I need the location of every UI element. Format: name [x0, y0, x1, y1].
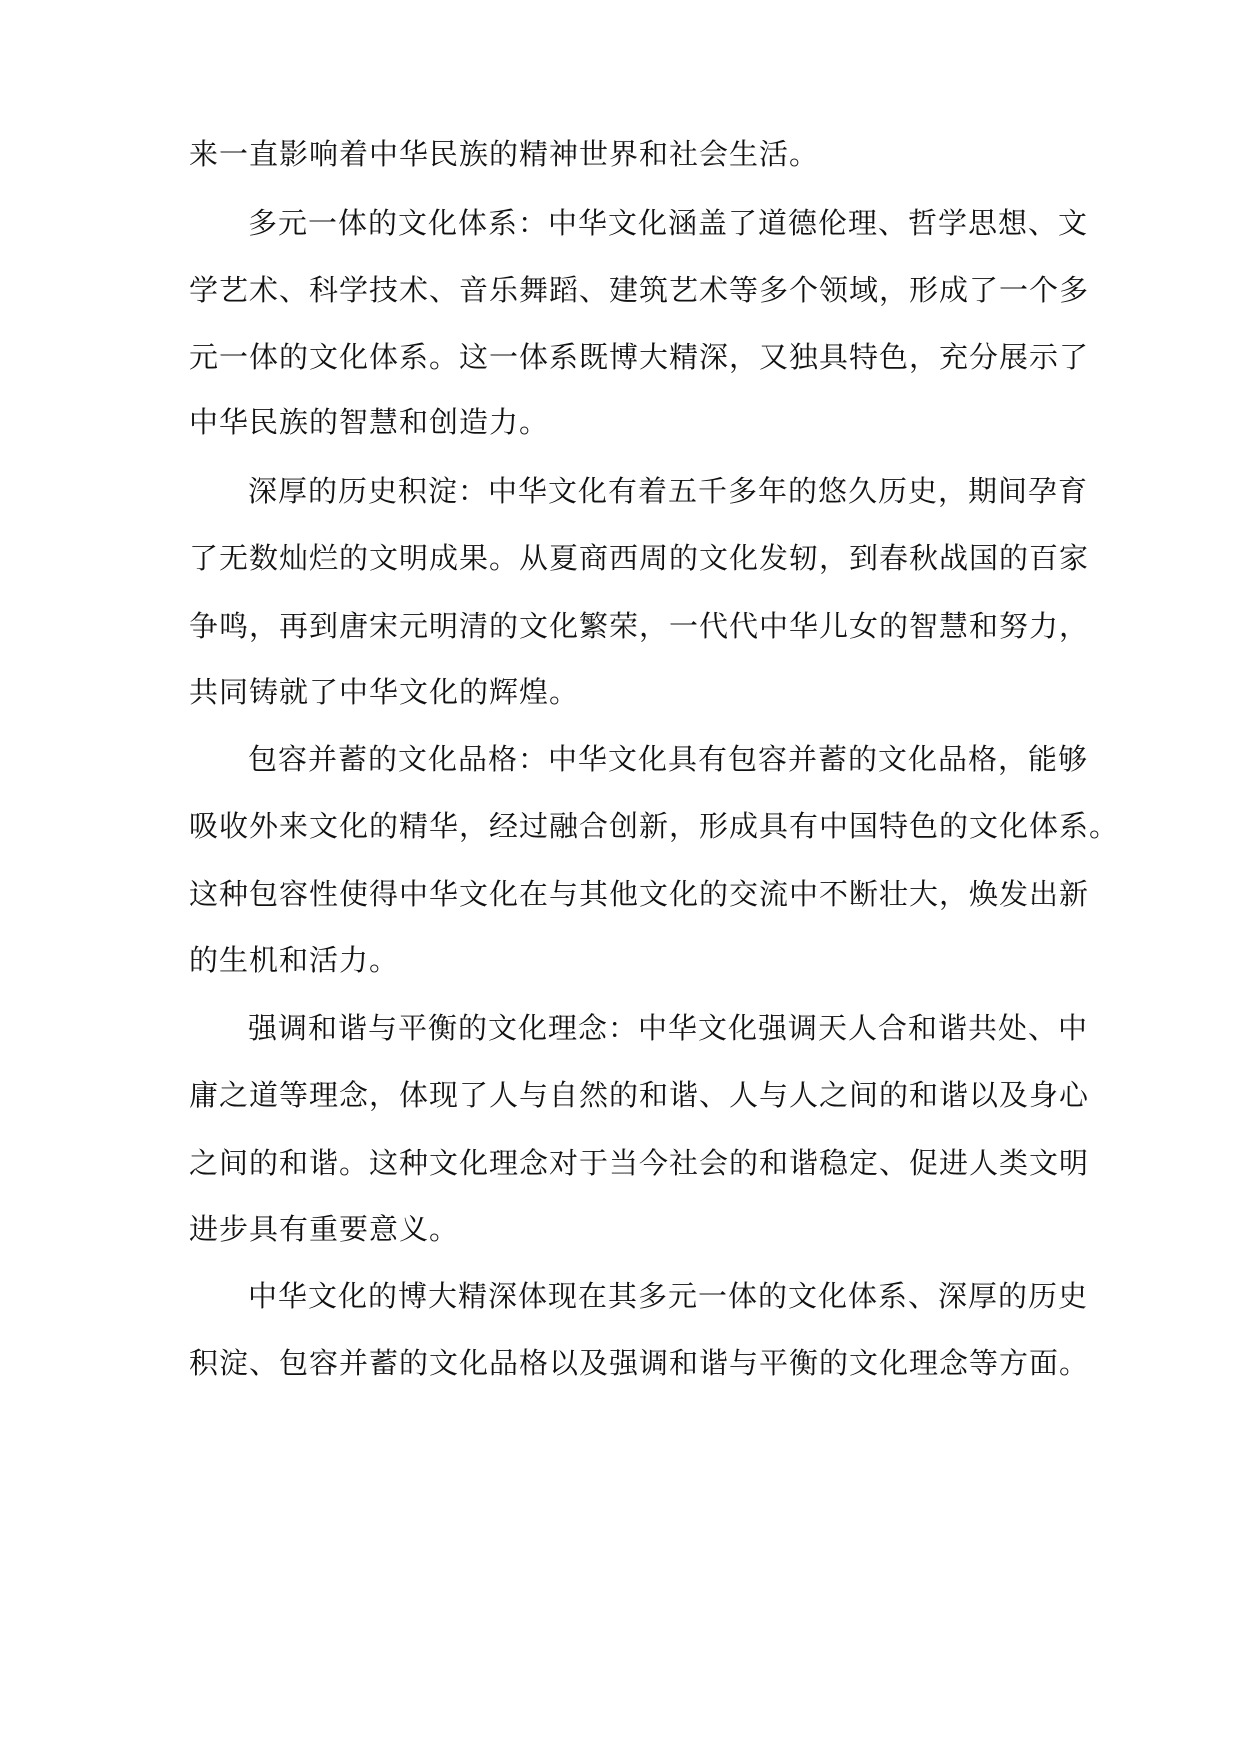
paragraph-5-line-1: 强调和谐与平衡的文化理念：中华文化强调天人合和谐共处、中	[248, 1011, 1089, 1045]
paragraph-3-line-4: 共同铸就了中华文化的辉煌。	[189, 675, 580, 709]
paragraph-3-line-2: 了无数灿烂的文明成果。从夏商西周的文化发轫，到春秋战国的百家	[189, 541, 1090, 575]
paragraph-6-line-1: 中华文化的博大精深体现在其多元一体的文化体系、深厚的历史	[248, 1279, 1089, 1313]
paragraph-6-line-2: 积淀、包容并蓄的文化品格以及强调和谐与平衡的文化理念等方面。	[189, 1346, 1090, 1380]
paragraph-2-line-3: 元一体的文化体系。这一体系既博大精深，又独具特色，充分展示了	[189, 340, 1090, 374]
paragraph-1-line-1: 来一直影响着中华民族的精神世界和社会生活。	[189, 137, 820, 171]
paragraph-2-line-1: 多元一体的文化体系：中华文化涵盖了道德伦理、哲学思想、文	[248, 206, 1089, 240]
paragraph-5-line-2: 庸之道等理念，体现了人与自然的和谐、人与人之间的和谐以及身心	[189, 1078, 1090, 1112]
paragraph-5-line-4: 进步具有重要意义。	[189, 1212, 460, 1246]
paragraph-2-line-4: 中华民族的智慧和创造力。	[189, 405, 550, 439]
paragraph-5-line-3: 之间的和谐。这种文化理念对于当今社会的和谐稳定、促进人类文明	[189, 1146, 1090, 1180]
paragraph-4-line-1: 包容并蓄的文化品格：中华文化具有包容并蓄的文化品格，能够	[248, 742, 1089, 776]
paragraph-4-line-3: 这种包容性使得中华文化在与其他文化的交流中不断壮大，焕发出新	[189, 877, 1090, 911]
paragraph-3-line-3: 争鸣，再到唐宋元明清的文化繁荣，一代代中华儿女的智慧和努力，	[189, 609, 1090, 643]
paragraph-3-line-1: 深厚的历史积淀：中华文化有着五千多年的悠久历史，期间孕育	[248, 474, 1089, 508]
paragraph-2-line-2: 学艺术、科学技术、音乐舞蹈、建筑艺术等多个领域，形成了一个多	[189, 273, 1090, 307]
paragraph-4-line-4: 的生机和活力。	[189, 943, 400, 977]
paragraph-4-line-2: 吸收外来文化的精华，经过融合创新，形成具有中国特色的文化体系。	[189, 809, 1120, 843]
